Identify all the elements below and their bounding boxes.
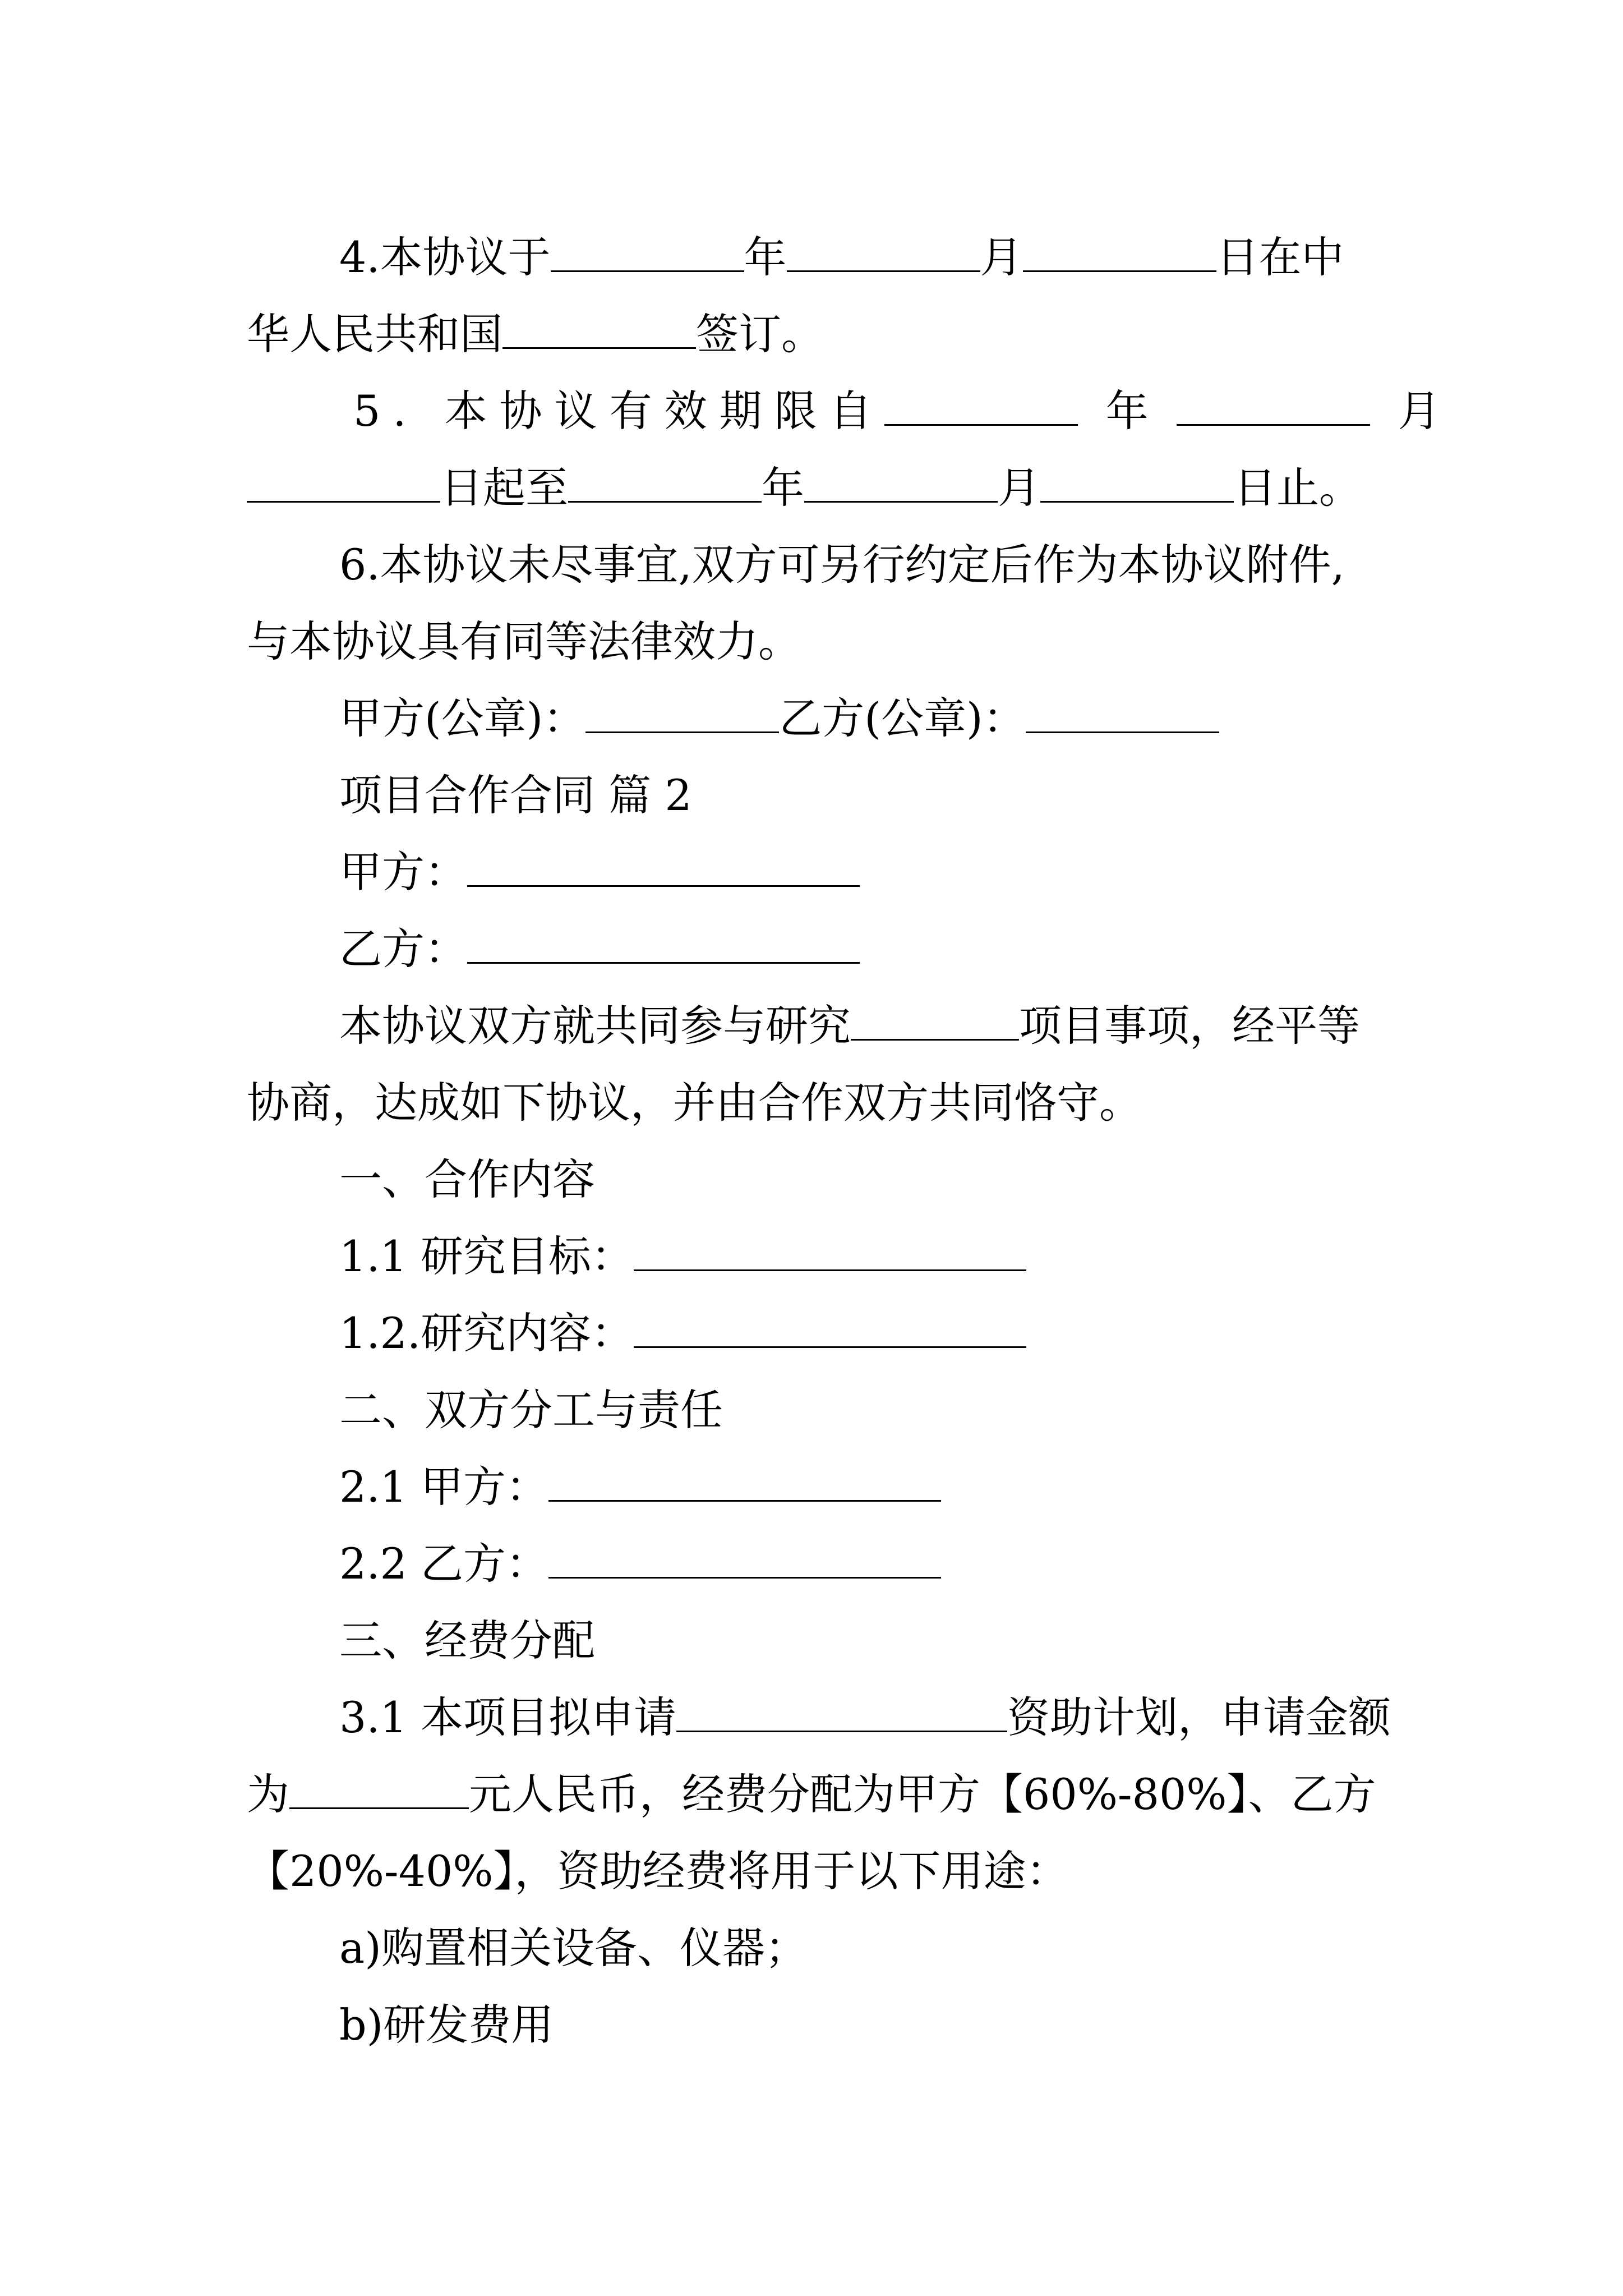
end-month-blank[interactable]: [804, 468, 998, 503]
signed-label: 签订。: [696, 309, 824, 359]
country-label: 华人民共和国: [247, 309, 502, 359]
clause-6-line-1: 6.本协议未尽事宜,双方可另行约定后作为本协议附件,: [339, 540, 1345, 590]
month-blank[interactable]: [787, 238, 980, 272]
heading-funding: 三、经费分配: [339, 1616, 595, 1665]
intro-line-2: 协商，达成如下协议，并由合作双方共同恪守。: [247, 1078, 1142, 1128]
amount-suffix: 元人民币，经费分配为甲方【60%-80%】、乙方: [469, 1769, 1376, 1819]
day-label: 日在中: [1216, 232, 1344, 282]
research-content-label: 1.2.研究内容：: [339, 1308, 634, 1358]
end-month-label: 月: [998, 463, 1040, 513]
clause-4-prefix: 4.本协议于: [339, 232, 551, 282]
party-a-seal-label: 甲方(公章)：: [339, 693, 586, 743]
clause-4-line-1: [247, 219, 1396, 296]
start-day-label: 日起至: [440, 463, 568, 513]
duty-a-label: 2.1 甲方：: [339, 1462, 549, 1512]
funding-suffix: 资助计划，申请金额: [1007, 1692, 1391, 1742]
end-year-label: 年: [762, 463, 804, 513]
use-item-b: b)研发费用: [339, 2000, 554, 2050]
research-content-line: [247, 1295, 1396, 1372]
party-a-blank[interactable]: [467, 853, 860, 887]
document-page: [247, 219, 1441, 2063]
part-number: 篇 2: [608, 770, 692, 820]
start-year-label: 年: [1105, 386, 1149, 436]
intro-prefix: 本协议双方就共同参与研究: [339, 1001, 851, 1051]
research-goal-blank[interactable]: [634, 1237, 1026, 1271]
project-name-blank[interactable]: [851, 1006, 1019, 1041]
duty-a-blank[interactable]: [548, 1467, 941, 1502]
start-year-blank[interactable]: [884, 392, 1078, 426]
party-b-line: [247, 910, 1396, 987]
day-blank[interactable]: [1023, 238, 1216, 272]
intro-suffix: 项目事项，经平等: [1019, 1001, 1360, 1051]
contract-title: 项目合作合同: [339, 770, 595, 820]
clause-5-line-1: [247, 372, 1441, 449]
start-month-label: 月: [1398, 386, 1441, 436]
seal-line: [247, 680, 1396, 757]
research-goal-label: 1.1 研究目标：: [339, 1231, 634, 1281]
clause-5-line-2: [247, 449, 1396, 526]
amount-blank[interactable]: [289, 1775, 469, 1809]
duty-b-label: 2.2 乙方：: [339, 1539, 549, 1589]
funding-plan-blank[interactable]: [676, 1698, 1007, 1732]
duty-a-line: [247, 1448, 1396, 1525]
start-month-blank[interactable]: [1177, 392, 1370, 426]
duty-b-blank[interactable]: [548, 1544, 941, 1579]
funding-line-2: [247, 1756, 1396, 1833]
party-b-label: 乙方：: [339, 924, 467, 974]
research-content-blank[interactable]: [634, 1314, 1026, 1348]
end-day-blank[interactable]: [1040, 468, 1234, 503]
clause-6-line-2: 与本协议具有同等法律效力。: [247, 616, 801, 666]
party-b-seal-blank[interactable]: [1026, 699, 1219, 733]
funding-prefix: 3.1 本项目拟申请: [339, 1692, 677, 1742]
party-a-seal-blank[interactable]: [585, 699, 779, 733]
end-day-label: 日止。: [1234, 463, 1362, 513]
duty-b-line: [247, 1525, 1396, 1602]
end-year-blank[interactable]: [568, 468, 762, 503]
heading-responsibilities: 二、双方分工与责任: [339, 1385, 723, 1435]
funding-line-3: 【20%-40%】，资助经费将用于以下用途：: [247, 1846, 1069, 1896]
section-title: [247, 757, 1396, 834]
year-blank[interactable]: [551, 238, 744, 272]
intro-line-1: [247, 987, 1396, 1064]
place-blank[interactable]: [502, 315, 696, 349]
funding-line-1: [247, 1679, 1396, 1756]
year-label: 年: [744, 232, 787, 282]
clause-4-line-2: [247, 296, 1396, 372]
heading-cooperation: 一、合作内容: [339, 1154, 595, 1204]
research-goal-line: [247, 1218, 1396, 1295]
party-b-blank[interactable]: [467, 930, 860, 964]
party-a-label: 甲方：: [339, 847, 467, 897]
party-b-seal-label: 乙方(公章)：: [779, 693, 1026, 743]
month-label: 月: [980, 232, 1023, 282]
validity-label: 5. 本协议有效期限自: [353, 386, 884, 436]
amount-prefix: 为: [247, 1769, 289, 1819]
start-day-blank[interactable]: [247, 468, 440, 503]
party-a-line: [247, 834, 1396, 910]
use-item-a: a)购置相关设备、仪器；: [339, 1923, 808, 1973]
